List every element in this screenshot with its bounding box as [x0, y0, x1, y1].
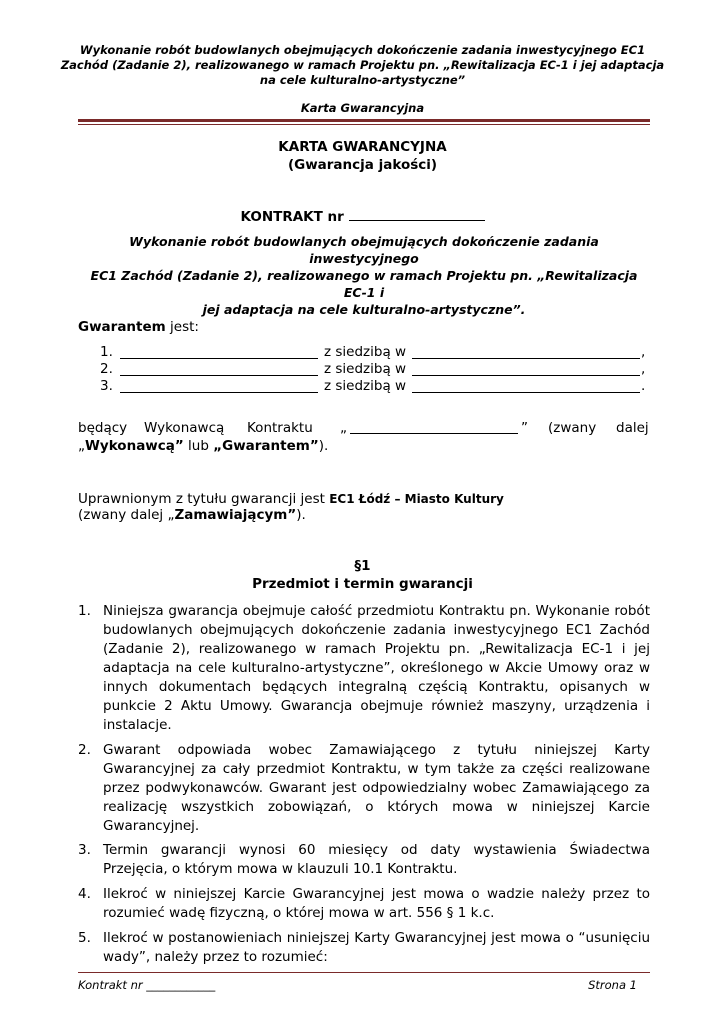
- running-header-subtitle: Karta Gwarancyjna: [300, 101, 425, 115]
- contractor-quote-close: ”: [521, 420, 528, 436]
- running-header-line-2: Zachód (Zadanie 2), realizowanego w ramach Projektu pn. „Rewitalizacja EC-1 i jej adaptacja: [60, 58, 665, 72]
- contract-description: [78, 233, 650, 318]
- guarantor-seat-label: z siedzibą w: [324, 361, 407, 377]
- guarantor-seat-blank[interactable]: [412, 378, 640, 393]
- guarantor-row-1: [100, 344, 660, 362]
- contract-number-line: [60, 207, 665, 225]
- contractor-clause-line-1: [78, 419, 650, 438]
- beneficiary-line-2: [78, 506, 306, 525]
- footer-page-number: Strona 1: [588, 978, 637, 992]
- contractor-or: lub: [183, 438, 214, 454]
- contract-desc-line-3: jej adaptacja na cele kulturalno-artystyczne”.: [202, 302, 526, 317]
- guarantor-name-blank[interactable]: [120, 361, 318, 376]
- contractor-name-blank[interactable]: [350, 419, 518, 434]
- list-item-number: 2.: [78, 742, 91, 758]
- document-subtitle: (Gwarancja jakości): [287, 157, 438, 173]
- guarantor-suffix: jest:: [165, 319, 199, 335]
- beneficiary-alias-pre: (zwany dalej „: [78, 507, 175, 523]
- list-item-text: Ilekroć w postanowieniach niniejszej Karty Gwarancyjnej jest mowa o “usunięciu wady”, należy przez to rozumieć:: [103, 930, 650, 965]
- contract-desc-line-1: Wykonanie robót budowlanych obejmujących dokończenie zadania inwestycyjnego: [129, 234, 599, 266]
- document-title: KARTA GWARANCYJNA: [278, 139, 447, 155]
- contractor-word: dalej: [616, 420, 649, 436]
- contractor-word: będący: [78, 420, 128, 436]
- guarantor-seat-label: z siedzibą w: [324, 378, 407, 394]
- beneficiary-entity: EC1 Łódź – Miasto Kultury: [329, 492, 504, 506]
- contract-label: KONTRAKT nr: [240, 209, 344, 225]
- running-header-line-1: Wykonanie robót budowlanych obejmujących dokończenie zadania inwestycyjnego EC1: [79, 43, 646, 57]
- running-header-title: [60, 43, 665, 88]
- list-item-text: Niniejsza gwarancja obejmuje całość przedmiotu Kontraktu pn. Wykonanie robót budowlanych obejmujących dokończenie zadania inwestycyjnego EC1 Zachód (Zadanie 2), realizowanego w ramach Projektu pn. „Rewitalizacja EC-1 i jej adaptacja na cele kulturalno-artystyczne”, określonego w Akcie Umowy oraz w innych dokumentach będących integralną częścią Kontraktu, opisanych w punkcie 2 Aktu Umowy. Gwarancja obejmuje również maszyny, urządzenia i instalacje.: [103, 603, 650, 733]
- contractor-word: (zwany: [548, 420, 597, 436]
- section-number: §1: [354, 558, 371, 574]
- guarantor-intro: [78, 318, 199, 337]
- contractor-word: Wykonawcą: [144, 420, 225, 436]
- contract-number-blank[interactable]: [349, 207, 485, 221]
- guarantor-seat-label: z siedzibą w: [324, 344, 407, 360]
- footer-contract-number: Kontrakt nr ____________: [78, 978, 216, 992]
- contractor-alias-2: „Gwarantem”: [213, 438, 319, 454]
- list-item-number: 3.: [78, 842, 91, 858]
- guarantor-row-end: ,: [641, 361, 646, 377]
- guarantor-row-end: ,: [641, 344, 646, 360]
- list-item-text: Ilekroć w niniejszej Karcie Gwarancyjnej jest mowa o wadzie należy przez to rozumieć wadę fizyczną, o której mowa w art. 556 § 1 k.c.: [103, 886, 650, 921]
- contractor-quote-open: „: [340, 420, 347, 436]
- contractor-alias-1: Wykonawcą”: [85, 438, 184, 454]
- guarantor-row-number: 2.: [100, 361, 113, 377]
- guarantor-row-3: [100, 378, 660, 396]
- beneficiary-alias: Zamawiającym”: [174, 507, 297, 523]
- guarantor-name-blank[interactable]: [120, 378, 318, 393]
- running-header-line-3: na cele kulturalno-artystyczne”: [259, 73, 466, 87]
- beneficiary-alias-post: ).: [296, 507, 306, 523]
- list-item-text: Gwarant odpowiada wobec Zamawiającego z tytułu niniejszej Karty Gwarancyjnej za cały przedmiot Kontraktu, w tym także za części realizowane przez podwykonawców. Gwarant jest odpowiedzialny wobec Zamawiającego za realizację wszystkich zobowiązań, o których mowa w niniejszej Karcie Gwarancyjnej.: [103, 742, 650, 834]
- guarantor-seat-blank[interactable]: [412, 361, 640, 376]
- header-rule-thick: [78, 119, 650, 122]
- list-item-number: 5.: [78, 930, 91, 946]
- header-rule-thin: [78, 124, 650, 125]
- list-item-text: Termin gwarancji wynosi 60 miesięcy od daty wystawienia Świadectwa Przejęcia, o którym mowa w klauzuli 10.1 Kontraktu.: [103, 842, 650, 877]
- guarantor-name-blank[interactable]: [120, 344, 318, 359]
- contractor-quote-open: „: [78, 438, 85, 454]
- guarantor-row-number: 3.: [100, 378, 113, 394]
- section-title: Przedmiot i termin gwarancji: [252, 576, 473, 592]
- footer-rule: [78, 972, 650, 973]
- beneficiary-text: Uprawnionym z tytułu gwarancji jest: [78, 491, 330, 507]
- guarantor-row-number: 1.: [100, 344, 113, 360]
- guarantor-row-end: .: [641, 378, 646, 394]
- contract-desc-line-2: EC1 Zachód (Zadanie 2), realizowanego w ramach Projektu pn. „Rewitalizacja EC-1 i: [90, 268, 638, 300]
- list-item-number: 4.: [78, 886, 91, 902]
- list-item-number: 1.: [78, 603, 91, 619]
- contractor-word: Kontraktu: [247, 420, 313, 436]
- contractor-clause-line-2: [78, 437, 328, 456]
- guarantor-label: Gwarantem: [78, 319, 166, 335]
- contractor-close: ).: [318, 438, 329, 454]
- guarantor-seat-blank[interactable]: [412, 344, 640, 359]
- guarantor-row-2: [100, 361, 660, 379]
